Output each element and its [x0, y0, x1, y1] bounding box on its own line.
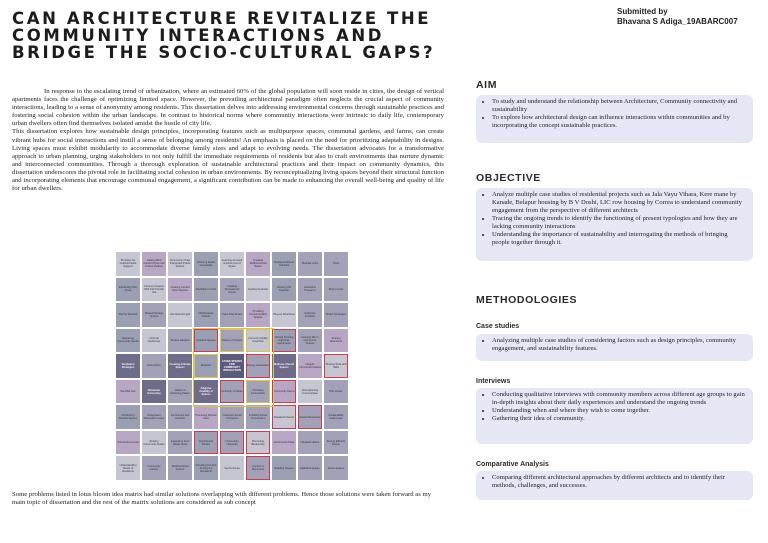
matrix-cell: Integrate Nature	[298, 431, 322, 455]
matrix-cell: Sharing Community Nodes	[142, 431, 166, 455]
submitted-name: Bhavana S Adiga_19ABARC007	[617, 17, 738, 26]
matrix-cell: Comfort & Movement	[246, 456, 270, 480]
matrix-cell: Sensible Use	[116, 380, 140, 404]
matrix-cell: Community Garden	[142, 456, 166, 480]
matrix-cell: Providing Communication Spaces	[246, 303, 270, 327]
matrix-cell: Use Natural Light	[168, 303, 192, 327]
case-studies-item: • Analyzing multiple case studies of considering factors such as design principles, community engagement, and sustainability features.	[492, 337, 746, 353]
matrix-cell: Learning Co-work & Active Use of Space	[220, 252, 244, 276]
aim-item: • To study and understand the relationship between Architecture, Community connectivity and sustainability	[492, 98, 746, 114]
matrix-cell: Inclusive Spaces	[194, 329, 218, 353]
matrix-cell: Multiuse Shared Spaces	[272, 354, 296, 378]
comparative-box	[476, 471, 753, 500]
matrix-cell: Sports Zones	[220, 456, 244, 480]
interviews-item: • Understanding when and where they wish to come together.	[492, 407, 746, 415]
matrix-cell: Creating Recreational Zones	[220, 278, 244, 302]
matrix-cell: Trees	[324, 252, 348, 276]
matrix-cell: Paving Textures	[116, 303, 140, 327]
intro-text	[12, 88, 444, 193]
matrix-cell: Energy Generation	[246, 354, 270, 378]
matrix-cell: Interactive Programs	[298, 278, 322, 302]
aim-item: • To explore how architectural design can influence interactions within communities and by incorporating the concept sustainable practices.	[492, 114, 746, 130]
matrix-cell: Designated Recreation Areas	[142, 405, 166, 429]
page-title: CAN ARCHITECTURE REVITALIZE THE COMMUNITY INTERACTIONS AND BRIDGE THE SOCIO-CULTURAL GAPS?	[12, 9, 436, 62]
interviews-item: • Conducting qualitative interviews with community members across different age groups to gain in-depth insights about their daily experiences and understand the ongoing trends	[492, 391, 746, 407]
matrix-cell: Community Chats Interpreted Public Spaces	[168, 252, 192, 276]
matrix-cell: Reading Spaces	[272, 456, 296, 480]
matrix-cell: Vertical Farming High Rise Apartments	[272, 329, 296, 353]
matrix-cell: Understanding Needs of Residents	[116, 456, 140, 480]
matrix-cell: Community Parks	[272, 431, 296, 455]
matrix-cell: Rainwater Harvesting	[142, 380, 166, 404]
matrix-cell: Variety of Options	[220, 329, 244, 353]
matrix-cell: Inclusivity of Ideas	[220, 380, 244, 404]
matrix-cell: Common Facility Amenities	[246, 329, 270, 353]
objective-item: • Understanding the importance of sustainability and interrogating the methods of bringing people together through it.	[492, 231, 746, 247]
matrix-cell: Community Farms	[272, 380, 296, 404]
objective-box	[476, 188, 753, 261]
matrix-cell: Modular Units	[298, 252, 322, 276]
matrix-cell: Connecting Levels	[116, 431, 140, 455]
matrix-cell: Sharing Resources	[324, 329, 348, 353]
matrix-cell: Sustainability Awareness	[324, 405, 348, 429]
aim-heading: AIM	[476, 79, 498, 91]
methodologies-heading: METHODOLOGIES	[476, 294, 578, 306]
interviews-heading: Interviews	[476, 378, 511, 385]
matrix-cell: Variety of Gathering Places	[168, 380, 192, 404]
matrix-cell: Informal Gatherings	[142, 329, 166, 353]
submitted-by	[617, 7, 738, 27]
objective-item: • Analyze multiple case studies of residential projects such as Jala Vayu Vihara, Kere mane by Kanade, Belapur housing by B V Doshi, LIC row housing by Correa to understand community engagement from the perspective of different architects	[492, 191, 746, 215]
lotus-bloom-matrix	[116, 252, 348, 480]
matrix-cell: Flexibility in Units	[194, 278, 218, 302]
matrix-cell: Assessing Community Needs	[116, 329, 140, 353]
matrix-cell: Collective Activities	[298, 303, 322, 327]
interviews-item: • Gathering their idea of community.	[492, 415, 746, 423]
matrix-cell: Ventilation Strategies	[116, 354, 140, 378]
matrix-cell: Hosting Festivals	[246, 278, 270, 302]
matrix-cell: Play Zones	[324, 380, 348, 404]
submitted-label: Submitted by	[617, 7, 668, 16]
intro-paragraph: This dissertation explores how sustainable design principles, incorporating features such as multipurpose spaces, communal gardens, and farms, can create vibrant hubs for social interactions and instill a sense of belonging among residents! An emphasis is placed on the need for prioritizing adaptability in designs. Living spaces must exhibit modularity to accommodate diverse family sizes and adapt to evolving needs. The dissertation advocates for a transformative approach to urban planning, urging stakeholders to not only fulfill the immediate requirements of residents but also to craft environments that nurture dynamic and interconnected communities. Through a thorough exploration of sustainable architectural practices and their impact on community dynamics, this dissertation underscores the pivotal role in facilitating social cohesion in urban environments. By reconceptualizing living spaces beyond their structural function and incorporating elements that encourage communal engagement, a significant contribution can be made to enhancing the overall well-being and quality of life for urban dwellers.	[12, 128, 444, 193]
matrix-cell: Promoting Diverse Uses	[194, 405, 218, 429]
matrix-cell: Promoting Biodiversity	[246, 431, 270, 455]
matrix-cell: Pleasant	[194, 354, 218, 378]
case-studies-box	[476, 334, 753, 361]
matrix-cell: Experiential Routes	[194, 431, 218, 455]
matrix-center-cell: LIVING SPACES FOR COMMUNITY INTERACTION	[220, 354, 244, 378]
matrix-cell: Organic Communal Spaces	[298, 354, 322, 378]
matrix-cell: Planning Faults Knowledge	[194, 252, 218, 276]
objective-item: • Tracing the ongoing trends to identify the functioning of present typologies and how they are lacking community interactions	[492, 215, 746, 231]
comparative-item: • Comparing different architectural approaches by different architects and to identify their methods, challenges, and successes.	[492, 474, 746, 490]
objective-heading: OBJECTIVE	[476, 172, 541, 184]
matrix-cell: Creating Multifunctional Space	[246, 252, 270, 276]
case-studies-heading: Case studies	[476, 323, 520, 330]
matrix-cell: Plug-up Structures	[272, 303, 296, 327]
matrix-cell: Energy Efficient Design	[324, 431, 348, 455]
matrix-cell: Shared Resources	[298, 405, 322, 429]
matrix-cell: Creating Central Open Spaces	[168, 278, 192, 302]
interviews-box	[476, 388, 753, 444]
matrix-cell: Collective Social Decisions	[220, 405, 244, 429]
matrix-cell: Plug in Units	[324, 278, 348, 302]
matrix-cell: Adaptive Usability of Spaces	[194, 380, 218, 404]
matrix-cell: Common Spaces With Kid Friendly Use	[142, 278, 166, 302]
matrix-caption: Some problems listed in lotus bloom idea matrix had similar solutions overlapping with different problems. Hence those solutions were taken forward as my main topic of dissertation and the rest of the matrix solutions are considered as sub concept	[12, 491, 432, 507]
matrix-cell: Terrace Gardens	[168, 329, 192, 353]
matrix-cell: Mixed Typologies	[324, 303, 348, 327]
intro-paragraph: In response to the escalating trend of urbanization, where an estimated 60% of the global population will soon reside in cities, the design of vertical apartments faces the challenge of optimizing limited space. However, the prevailing architectural paradigm often neglects the crucial aspect of community interactions, leading to a sense of anonymity among residents. This dissertation delves into addressing environmental concerns through sustainable practices and fostering social cohesion within the urban landscape. In contrast to historical norms where community interactions were intrinsic to daily life, contemporary urban dwellers often find themselves isolated amidst the hustle of city life.	[12, 88, 444, 128]
matrix-cell: Integrating Zero Waste Ideas	[168, 431, 192, 455]
matrix-cell: Gallery Mind Content Spice and Culture Pushes	[142, 252, 166, 276]
matrix-cell: Green Spaces	[324, 456, 348, 480]
matrix-cell: Open Play Zones	[220, 303, 244, 327]
matrix-cell: Multigenerational Activities	[272, 252, 296, 276]
matrix-cell: Providing Comfort Among the Residents	[194, 456, 218, 480]
matrix-cell: Growing Old Together	[272, 278, 296, 302]
matrix-cell: Creating Intimate Spaces	[168, 354, 192, 378]
matrix-cell: Introducing Play Areas	[116, 278, 140, 302]
matrix-cell: Community Networks	[220, 431, 244, 455]
matrix-cell: Housing Mix in Community Spaces	[298, 329, 322, 353]
matrix-cell: Multifunctional Spaces	[168, 456, 192, 480]
matrix-cell: Including Social Connections	[246, 405, 270, 429]
matrix-cell: Provision for Cultural Fiesta Support	[116, 252, 140, 276]
matrix-cell: Shared Storage Options	[142, 303, 166, 327]
matrix-cell: Residents Needs	[272, 405, 296, 429]
matrix-cell: Community Led Activities	[168, 405, 192, 429]
matrix-cell: Introducing Flexible Spaces	[116, 405, 140, 429]
matrix-cell: Multipurpose Spaces	[194, 303, 218, 327]
aim-box	[476, 95, 753, 143]
matrix-cell: Open Plans	[142, 354, 166, 378]
comparative-heading: Comparative Analysis	[476, 461, 549, 468]
matrix-cell: Sharing Tools and Skills	[324, 354, 348, 378]
matrix-cell: Strengthening Communities	[298, 380, 322, 404]
matrix-cell: Walkable Design	[298, 456, 322, 480]
matrix-cell: Providing Connectivity	[246, 380, 270, 404]
